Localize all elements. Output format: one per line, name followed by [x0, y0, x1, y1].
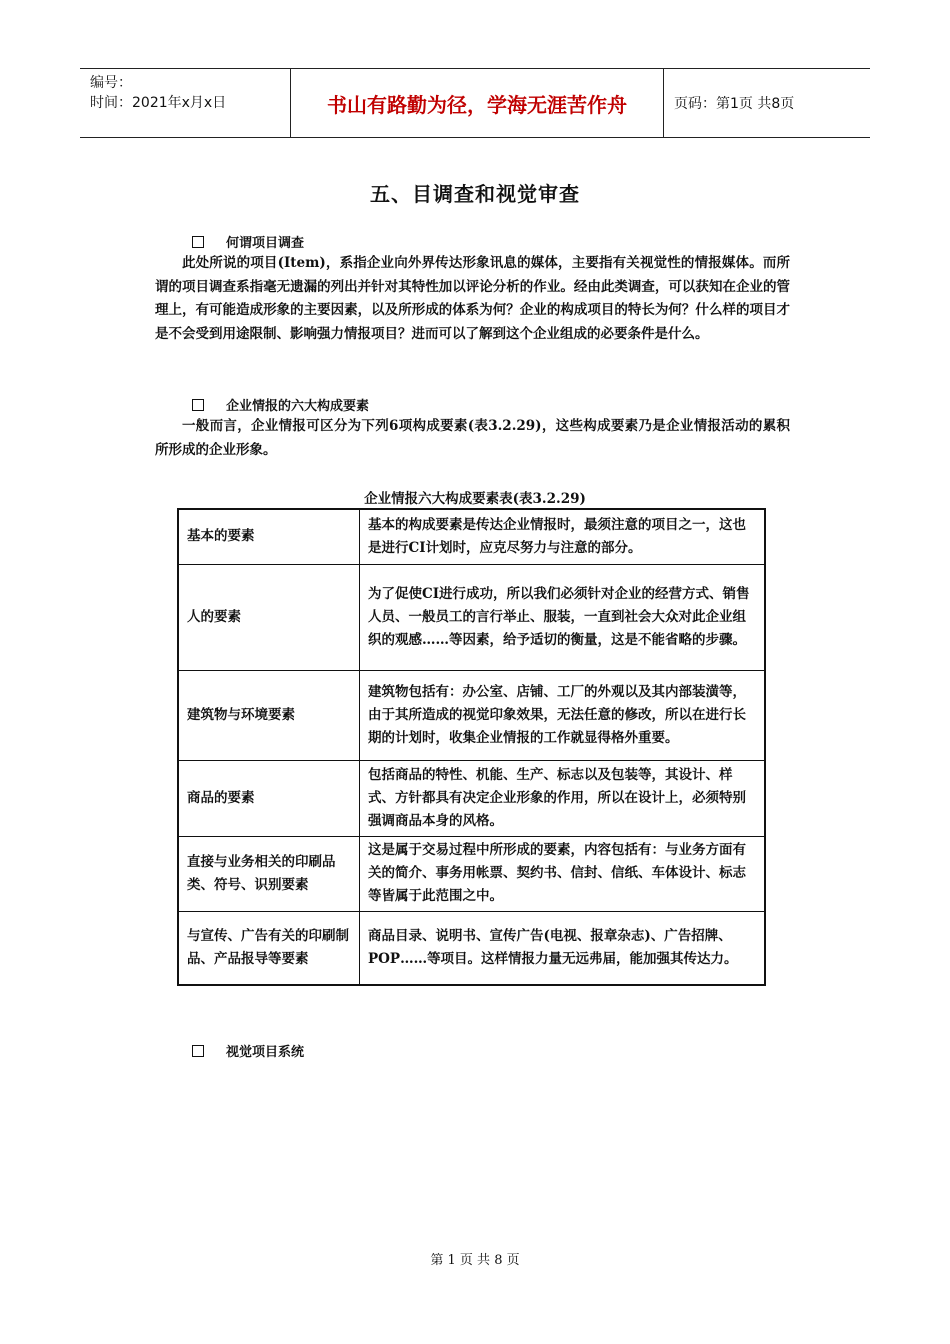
checkbox-square-icon	[192, 236, 204, 248]
header-page-info: 页码：第1页 共8页	[674, 96, 795, 112]
table-cell-key: 建筑物与环境要素	[178, 670, 360, 760]
table-cell-key: 直接与业务相关的印刷品类、符号、识别要素	[178, 836, 360, 911]
table-cell-value: 这是属于交易过程中所形成的要素，内容包括有：与业务方面有关的简介、事务用帐票、契约书、信封、信纸、车体设计、标志等皆属于此范围之中。	[360, 836, 766, 911]
table-cell-key: 商品的要素	[178, 760, 360, 836]
section-heading-six-elements	[192, 395, 369, 414]
table-row	[178, 911, 765, 985]
table-cell-key: 人的要素	[178, 564, 360, 670]
page-footer: 第 1 页 共 8 页	[430, 1253, 520, 1268]
table-cell-value: 建筑物包括有：办公室、店铺、工厂的外观以及其内部装潢等，由于其所造成的视觉印象效果，无法任意的修改，所以在进行长期的计划时，收集企业情报的工作就显得格外重要。	[360, 670, 766, 760]
section-heading-visual-system	[192, 1041, 304, 1060]
header-motto: 书山有路勤为径，学海无涯苦作舟	[291, 69, 664, 137]
checkbox-square-icon	[192, 1045, 204, 1057]
checkbox-square-icon	[192, 399, 204, 411]
table-cell-value: 包括商品的特性、机能、生产、标志以及包装等，其设计、样式、方针都具有决定企业形象的作用，所以在设计上，必须特别强调商品本身的风格。	[360, 760, 766, 836]
section-heading-text: 企业情报的六大构成要素	[226, 399, 370, 414]
table-cell-key: 与宣传、广告有关的印刷制品、产品报导等要素	[178, 911, 360, 985]
number-label: 编号：	[90, 75, 132, 91]
table-cell-value: 为了促使CI进行成功，所以我们必须针对企业的经营方式、销售人员、一般员工的言行举止、服装，一直到社会大众对此企业组织的观感……等因素，给予适切的衡量，这是不能省略的步骤。	[360, 564, 766, 670]
paragraph-six-elements: 一般而言，企业情报可区分为下列6项构成要素(表3.2.29)，这些构成要素乃是企业情报活动的累积所形成的企业形象。	[155, 418, 790, 458]
table-row	[178, 564, 765, 670]
section-heading-text: 视觉项目系统	[226, 1045, 305, 1060]
header-meta	[80, 69, 291, 137]
elements-table	[177, 508, 766, 986]
table-row	[178, 670, 765, 760]
section-heading-item-survey	[192, 232, 304, 251]
table-cell-value: 基本的构成要素是传达企业情报时，最须注意的项目之一，这也是进行CI计划时，应克尽努力与注意的部分。	[360, 509, 766, 564]
table-cell-value: 商品目录、说明书、宣传广告(电视、报章杂志)、广告招牌、POP……等项目。这样情报力量无远弗届，能加强其传达力。	[360, 911, 766, 985]
table-caption: 企业情报六大构成要素表(表3.2.29)	[364, 491, 586, 507]
table-row	[178, 509, 765, 564]
time-label: 时间：2021年x月x日	[90, 95, 227, 111]
table-row	[178, 836, 765, 911]
section-heading-text: 何谓项目调查	[226, 236, 305, 251]
table-cell-key: 基本的要素	[178, 509, 360, 564]
page-title: 五、目调查和视觉审查	[370, 182, 580, 206]
paragraph-item-survey: 此处所说的项目(Item)，系指企业向外界传达形象讯息的媒体，主要指有关视觉性的情报媒体。而所谓的项目调查系指毫无遗漏的列出并针对其特性加以评论分析的作业。经由此类调查，可以获知在企业的管理上，有可能造成形象的主要因素，以及所形成的体系为何？企业的构成项目的特长为何？什么样的项目才是不会受到用途限制、影响强力情报项目？进而可以了解到这个企业组成的必要条件是什么。	[155, 255, 790, 342]
page-header	[80, 68, 870, 138]
table-row	[178, 760, 765, 836]
